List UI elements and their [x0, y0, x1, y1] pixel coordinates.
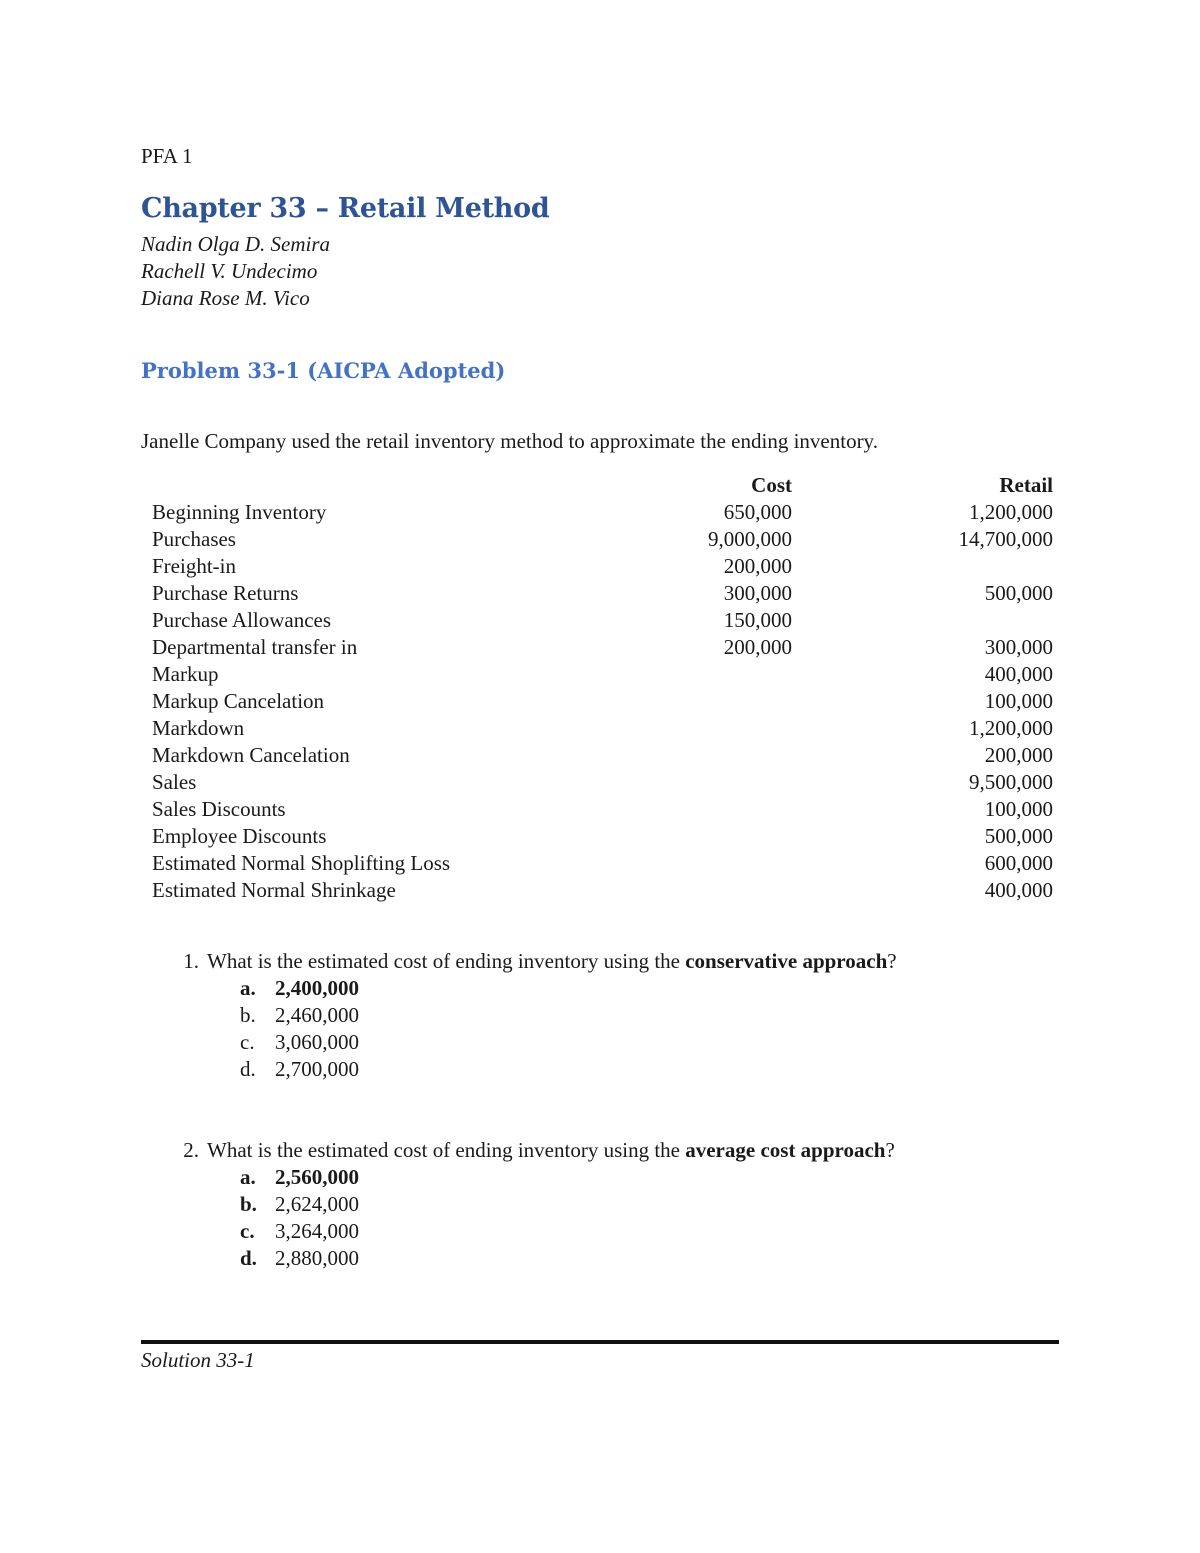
table-row [148, 796, 1053, 823]
row-cost: 200,000 [723, 554, 792, 578]
row-retail [792, 553, 1053, 580]
answer-option [240, 1002, 897, 1029]
stem-end: ? [885, 1138, 895, 1162]
answer-option [240, 1218, 895, 1245]
answer-options [170, 1164, 895, 1272]
table-row [148, 742, 1053, 769]
row-item: Estimated Normal Shoplifting Loss [152, 851, 451, 875]
row-cost: 200,000 [723, 635, 792, 659]
author-name: Diana Rose M. Vico [141, 286, 310, 310]
row-retail: 600,000 [984, 851, 1053, 875]
table-row [148, 769, 1053, 796]
table-row [148, 607, 1053, 634]
table-row [148, 553, 1053, 580]
row-retail: 14,700,000 [958, 527, 1053, 551]
problem-title: Problem 33-1 (AICPA Adopted) [141, 358, 506, 383]
option-value: 2,700,000 [275, 1057, 359, 1081]
answer-option [240, 1191, 895, 1218]
answer-option [240, 975, 897, 1002]
answer-option [240, 1029, 897, 1056]
author-list [141, 231, 330, 312]
question-text [207, 1137, 895, 1164]
stem-emphasis: conservative approach [685, 949, 888, 973]
option-letter: a. [240, 976, 256, 1000]
stem-end: ? [887, 949, 897, 973]
table-row [148, 580, 1053, 607]
solution-label: Solution 33-1 [141, 1348, 255, 1372]
answer-option [240, 1164, 895, 1191]
stem-text: What is the estimated cost of ending inventory using the [207, 1138, 686, 1162]
question-1 [170, 948, 897, 1083]
row-retail: 1,200,000 [969, 716, 1053, 740]
row-item: Sales [152, 770, 197, 794]
row-retail: 100,000 [984, 689, 1053, 713]
header-retail: Retail [999, 473, 1053, 497]
row-item: Purchases [152, 527, 236, 551]
option-value: 2,560,000 [275, 1165, 359, 1189]
table-row [148, 526, 1053, 553]
row-cost: 9,000,000 [708, 527, 792, 551]
row-item: Freight-in [152, 554, 236, 578]
row-retail: 9,500,000 [969, 770, 1053, 794]
row-cost [652, 796, 792, 823]
option-letter: b. [240, 1192, 257, 1216]
option-value: 2,624,000 [275, 1192, 359, 1216]
question-2 [170, 1137, 895, 1272]
table-row [148, 499, 1053, 526]
row-retail: 400,000 [984, 878, 1053, 902]
row-item: Markup [152, 662, 219, 686]
row-retail [792, 607, 1053, 634]
row-cost: 300,000 [723, 581, 792, 605]
author-name: Rachell V. Undecimo [141, 259, 318, 283]
row-retail: 500,000 [984, 824, 1053, 848]
stem-text: What is the estimated cost of ending inventory using the [207, 949, 686, 973]
row-item: Purchase Allowances [152, 608, 332, 632]
row-cost [652, 823, 792, 850]
row-retail: 1,200,000 [969, 500, 1053, 524]
option-letter: c. [240, 1030, 255, 1054]
question-text [207, 948, 897, 975]
row-item: Markup Cancelation [152, 689, 325, 713]
row-retail: 200,000 [984, 743, 1053, 767]
header-item [148, 472, 652, 499]
table-row [148, 823, 1053, 850]
row-cost [652, 877, 792, 904]
row-cost [652, 688, 792, 715]
inventory-table-body [148, 499, 1053, 904]
row-retail: 500,000 [984, 581, 1053, 605]
option-value: 2,880,000 [275, 1246, 359, 1270]
row-item: Markdown Cancelation [152, 743, 350, 767]
row-cost [652, 850, 792, 877]
author-name: Nadin Olga D. Semira [141, 232, 330, 256]
row-item: Beginning Inventory [152, 500, 327, 524]
option-letter: d. [240, 1057, 256, 1081]
question-stem [170, 1137, 895, 1164]
problem-intro: Janelle Company used the retail inventory method to approximate the ending inventory. [141, 429, 878, 453]
stem-emphasis: average cost approach [685, 1138, 886, 1162]
row-item: Departmental transfer in [152, 635, 358, 659]
table-header-row [148, 472, 1053, 499]
option-value: 3,060,000 [275, 1030, 359, 1054]
row-cost [652, 742, 792, 769]
option-letter: a. [240, 1165, 256, 1189]
table-row [148, 661, 1053, 688]
row-item: Employee Discounts [152, 824, 327, 848]
row-cost [652, 769, 792, 796]
section-divider [141, 1340, 1059, 1344]
row-item: Sales Discounts [152, 797, 286, 821]
row-item: Markdown [152, 716, 245, 740]
answer-options [170, 975, 897, 1083]
option-letter: d. [240, 1246, 257, 1270]
header-cost: Cost [751, 473, 792, 497]
table-row [148, 877, 1053, 904]
table-row [148, 688, 1053, 715]
answer-option [240, 1245, 895, 1272]
row-retail: 300,000 [984, 635, 1053, 659]
answer-option [240, 1056, 897, 1083]
option-value: 2,400,000 [275, 976, 359, 1000]
question-number: 2. [183, 1138, 199, 1162]
course-label: PFA 1 [141, 144, 193, 168]
option-letter: c. [240, 1219, 255, 1243]
row-item: Purchase Returns [152, 581, 299, 605]
row-retail: 400,000 [984, 662, 1053, 686]
row-retail: 100,000 [984, 797, 1053, 821]
row-cost: 650,000 [723, 500, 792, 524]
row-cost [652, 715, 792, 742]
row-item: Estimated Normal Shrinkage [152, 878, 396, 902]
row-cost: 150,000 [723, 608, 792, 632]
option-value: 3,264,000 [275, 1219, 359, 1243]
question-stem [170, 948, 897, 975]
inventory-table [148, 472, 1053, 904]
table-row [148, 715, 1053, 742]
chapter-title: Chapter 33 – Retail Method [141, 193, 550, 224]
row-cost [652, 661, 792, 688]
option-value: 2,460,000 [275, 1003, 359, 1027]
table-row [148, 850, 1053, 877]
question-number: 1. [183, 949, 199, 973]
option-letter: b. [240, 1003, 256, 1027]
table-row [148, 634, 1053, 661]
